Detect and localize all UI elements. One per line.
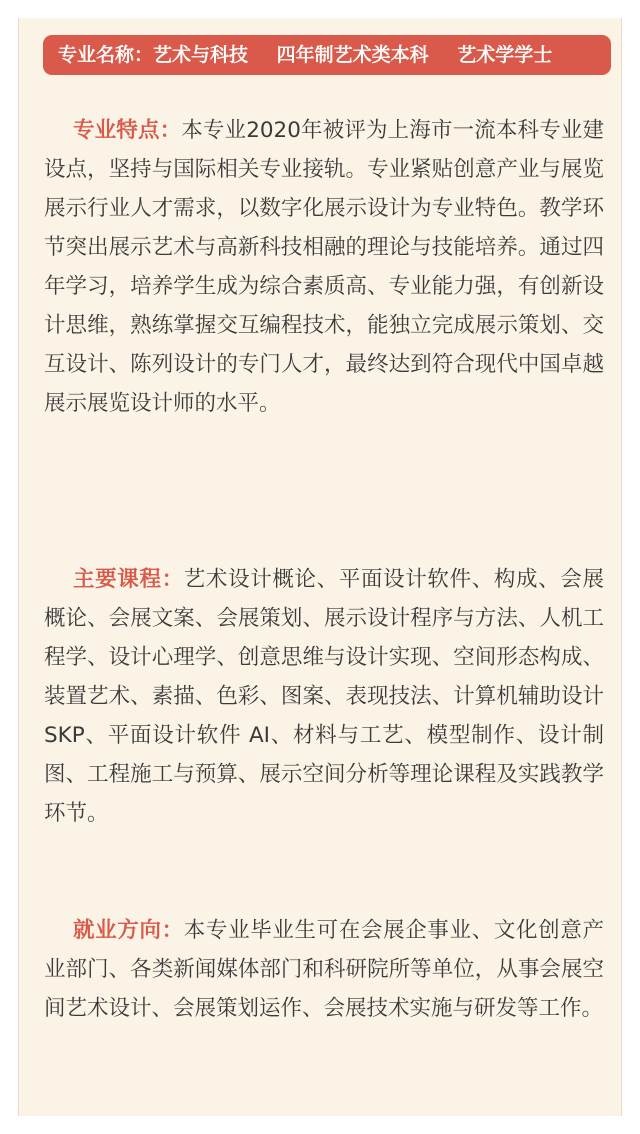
careers-text: 本专业毕业生可在会展企事业、文化创意产业部门、各类新闻媒体部门和科研院所等单位，从事会展空间艺术设计、会展策划运作、会展技术实施与研发等工作。 — [44, 918, 604, 1021]
features-text: 本专业2020年被评为上海市一流本科专业建设点，坚持与国际相关专业接轨。专业紧贴创意产业与展览展示行业人才需求，以数字化展示设计为专业特色。教学环节突出展示艺术与高新科技相融的理论与技能培养。通过四年学习，培养学生成为综合素质高、专业能力强，有创新设计思维，熟练掌握交互编程技术，能独立完成展示策划、交互设计、陈列设计的专门人才，最终达到符合现代中国卓越展示展览设计师的水平。 — [44, 118, 604, 416]
degree-type: 艺术学学士 — [457, 44, 553, 66]
courses-section — [44, 560, 604, 833]
careers-section — [44, 911, 604, 1028]
program-card — [18, 18, 622, 1116]
features-label: 专业特点： — [73, 118, 182, 143]
program-header-banner — [43, 35, 611, 75]
courses-label: 主要课程： — [73, 567, 184, 592]
features-section — [44, 111, 604, 423]
courses-text: 艺术设计概论、平面设计软件、构成、会展概论、会展文案、会展策划、展示设计程序与方法、人机工程学、设计心理学、创意思维与设计实现、空间形态构成、装置艺术、素描、色彩、图案、表现技法、计算机辅助设计 SKP、平面设计软件 AI、材料与工艺、模型制作、设计制图、工程施工与预算、展示空间分析等理论课程及实践教学环节。 — [44, 567, 604, 826]
careers-label: 就业方向： — [73, 918, 184, 943]
major-name: 专业名称：艺术与科技 — [58, 44, 249, 66]
program-duration: 四年制艺术类本科 — [276, 44, 429, 66]
